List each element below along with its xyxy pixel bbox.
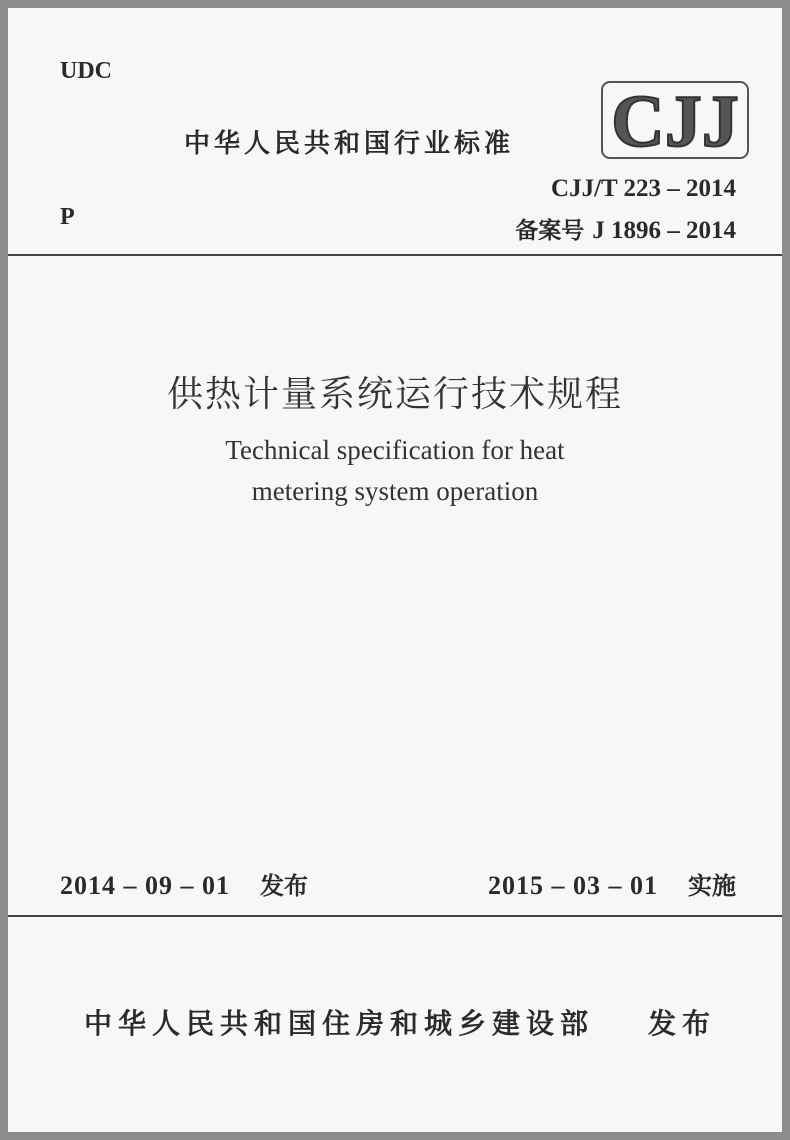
title-english bbox=[8, 430, 782, 512]
bottom-divider bbox=[8, 915, 782, 917]
publish-date-row bbox=[60, 866, 308, 901]
filing-number-row bbox=[515, 212, 736, 245]
logo-text: CJJ bbox=[611, 81, 739, 160]
standard-code: CJJ/T 223 – 2014 bbox=[551, 175, 736, 202]
udc-label: UDC bbox=[60, 58, 112, 84]
cjj-logo bbox=[600, 80, 750, 160]
issue-label: 发布 bbox=[648, 1007, 717, 1040]
filing-number: J 1896 – 2014 bbox=[592, 217, 736, 244]
industry-standard-label: 中华人民共和国行业标准 bbox=[184, 129, 515, 159]
category-label: P bbox=[60, 204, 75, 230]
document-cover bbox=[8, 8, 782, 1132]
implement-label: 实施 bbox=[688, 872, 736, 900]
title-chinese: 供热计量系统运行技术规程 bbox=[166, 374, 623, 415]
top-divider bbox=[8, 254, 782, 256]
issuer-name: 中华人民共和国住房和城乡建设部 bbox=[84, 1007, 595, 1040]
implement-date-row bbox=[488, 866, 736, 901]
filing-label: 备案号 bbox=[515, 218, 585, 244]
implement-date: 2015 – 03 – 01 bbox=[488, 871, 658, 900]
publish-date: 2014 – 09 – 01 bbox=[60, 871, 230, 900]
publish-label: 发布 bbox=[260, 872, 308, 900]
title-english-line1: Technical specification for heat bbox=[225, 435, 565, 465]
title-english-line2: metering system operation bbox=[251, 476, 539, 506]
